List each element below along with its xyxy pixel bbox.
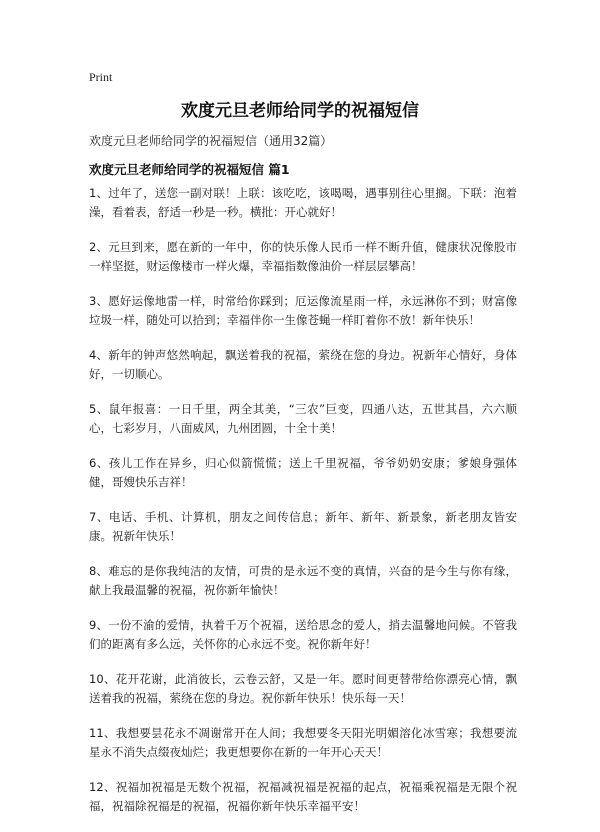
subtitle: 欢度元旦老师给同学的祝福短信（通用32篇）: [89, 134, 333, 148]
message-paragraph: 4、新年的钟声悠然响起，飘送着我的祝福，萦绕在您的身边。祝新年心情好，身体好，一切顺心。: [89, 348, 517, 381]
message-paragraph: 10、花开花谢，此消彼长，云卷云舒，又是一年。愿时间更替带给你漂亮心情，飘送着我的祝福，萦绕在您的身边。祝你新年快乐！快乐每一天！: [89, 672, 517, 705]
message-list: [89, 184, 517, 832]
message-paragraph: 9、一份不渝的爱情，执着千万个祝福，送给思念的爱人，捎去温馨地问候。不管我们的距离有多么远，关怀你的心永远不变。祝你新年好！: [89, 618, 517, 651]
message-paragraph: 8、难忘的是你我纯洁的友情，可贵的是永远不变的真情，兴奋的是今生与你有缘，献上我最温馨的祝福，祝你新年愉快！: [89, 564, 517, 597]
message-paragraph: 5、鼠年报喜：一日千里，两全其美，“三农”巨变，四通八达，五世其昌，六六顺心，七彩岁月，八面威风，九州团圆，十全十美！: [89, 402, 517, 435]
message-paragraph: 7、电话、手机、计算机，朋友之间传信息；新年、新年、新景象，新老朋友皆安康。祝新年快乐！: [89, 510, 517, 543]
message-paragraph: 3、愿好运像地雷一样，时常给你踩到；厄运像流星雨一样，永远淋你不到；财富像垃圾一样，随处可以拾到；幸福伴你一生像苍蝇一样盯着你不放！新年快乐！: [89, 294, 517, 327]
message-paragraph: 6、孩儿工作在异乡，归心似箭慌慌；送上千里祝福，爷爷奶奶安康；爹娘身强体健，哥嫂快乐吉祥！: [89, 456, 517, 489]
print-label: Print: [89, 70, 113, 84]
message-paragraph: 2、元旦到来，愿在新的一年中，你的快乐像人民币一样不断升值，健康状况像股市一样坚挺，财运像楼市一样火爆，幸福指数像油价一样层层攀高！: [89, 240, 517, 273]
message-paragraph: 12、祝福加祝福是无数个祝福，祝福减祝福是祝福的起点，祝福乘祝福是无限个祝福，祝福除祝福是的祝福，祝福你新年快乐幸福平安！: [89, 780, 517, 813]
message-paragraph: 11、我想要昙花永不凋谢常开在人间；我想要冬天阳光明媚溶化冰雪寒；我想要流星永不消失点缀夜灿烂；我更想要你在新的一年开心天天！: [89, 726, 517, 759]
page-title: 欢度元旦老师给同学的祝福短信: [181, 101, 419, 121]
message-paragraph: 1、过年了，送您一副对联！上联：该吃吃，该喝喝，遇事别往心里搁。下联：泡着澡，看着表，舒适一秒是一秒。横批：开心就好！: [89, 186, 517, 219]
section-heading: 欢度元旦老师给同学的祝福短信 篇1: [89, 162, 290, 177]
